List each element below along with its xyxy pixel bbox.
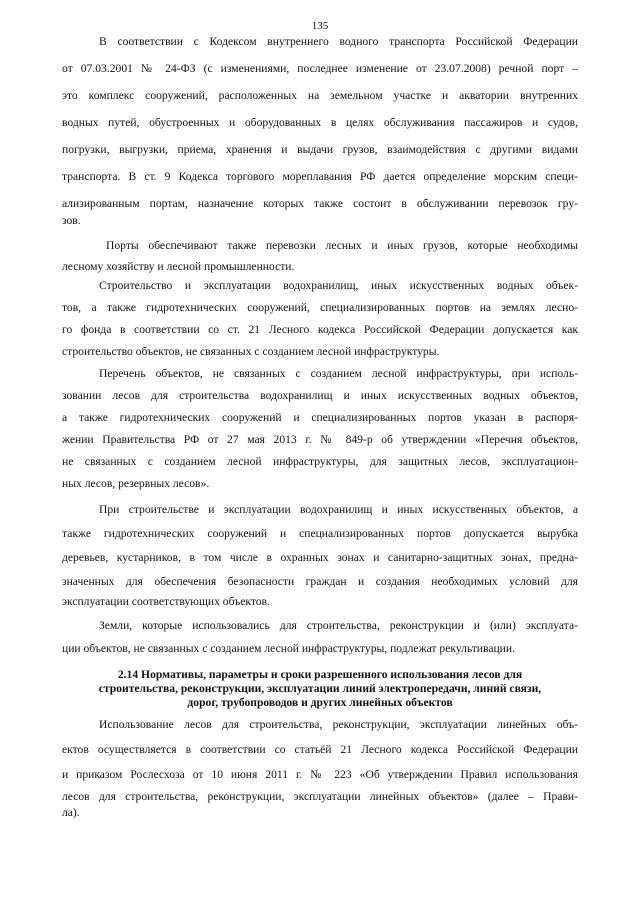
text-line: и приказом Рослесхоза от 10 июня 2011 г. № 223 «Об утверждении Правил использования <box>62 768 578 781</box>
text-line: Использование лесов для строительства, реконструкции, эксплуатации линейных объ- <box>99 718 578 731</box>
text-line: лесов для строительства, реконструкции, эксплуатации линейных объектов» (далее – Прави- <box>62 790 578 803</box>
text-line: деревьев, кустарников, в том числе в охранных зонах и санитарно-защитных зонах, предна- <box>62 551 578 564</box>
text-line: это комплекс сооружений, расположенных на земельном участке и акватории внутренних <box>62 89 578 102</box>
text-line: погрузки, выгрузки, приема, хранения и выдачи грузов, взаимодействия с другими видами <box>62 143 578 156</box>
text-line: ных лесов, резервных лесов». <box>62 477 210 490</box>
text-line: зов. <box>62 214 81 227</box>
text-line: транспорта. В ст. 9 Кодекса торгового мореплавания РФ дается определение морским специ- <box>62 170 578 183</box>
section-heading-line: 2.14 Нормативы, параметры и сроки разрешенного использования лесов для <box>117 668 523 681</box>
text-line: В соответствии с Кодексом внутреннего водного транспорта Российской Федерации <box>99 35 578 48</box>
text-line: водных путей, обустроенных и оборудованных в целях обслуживания пассажиров и судов, <box>62 116 578 129</box>
text-line: Порты обеспечивают также перевозки лесных и иных грузов, которые необходимы <box>106 239 578 252</box>
text-line: го фонда в соответствии со ст. 21 Лесного кодекса Российской Федерации допускается как <box>62 323 578 336</box>
text-line: ции объектов, не связанных с созданием лесной инфраструктуры, подлежат рекультивации. <box>62 642 515 655</box>
text-line: а также гидротехнических сооружений и специализированных портов указан в распоря- <box>62 411 578 424</box>
text-line: тов, а также гидротехнических сооружений, специализированных портов на землях лесно- <box>62 301 578 314</box>
text-line: значенных для обеспечения безопасности граждан и создания необходимых условий для <box>62 575 578 588</box>
text-line: жении Правительства РФ от 27 мая 2013 г. № 849-р об утверждении «Перечня объектов, <box>62 433 578 446</box>
text-line: эксплуатации соответствующих объектов. <box>62 595 270 608</box>
text-line: Перечень объектов, не связанных с созданием лесной инфраструктуры, при исполь- <box>99 367 578 380</box>
text-line: При строительстве и эксплуатации водохранилищ и иных искусственных объектов, а <box>99 503 578 516</box>
section-heading-line: строительства, реконструкции, эксплуатации линий электропередачи, линий связи, <box>98 682 542 695</box>
section-heading-line: дорог, трубопроводов и других линейных объектов <box>187 696 453 709</box>
text-line: ла). <box>62 806 80 819</box>
page-number: 135 <box>311 20 329 32</box>
text-line: Земли, которые использовались для строительства, реконструкции и (или) эксплуата- <box>99 619 578 632</box>
text-line: ализированным портам, назначение которых также состоит в обслуживании перевозок гру- <box>62 197 578 210</box>
text-line: также гидротехнических сооружений и специализированных портов допускается вырубка <box>62 527 578 540</box>
text-line: строительство объектов, не связанных с созданием лесной инфраструктуры. <box>62 345 440 358</box>
text-line: Строительство и эксплуатации водохранилищ, иных искусственных водных объек- <box>99 279 578 292</box>
text-line: от 07.03.2001 № 24-ФЗ (с изменениями, последнее изменение от 23.07.2008) речной порт – <box>62 62 578 75</box>
text-line: лесному хозяйству и лесной промышленности. <box>62 260 295 273</box>
text-line: зовании лесов для строительства водохранилищ и иных искусственных водных объектов, <box>62 389 578 402</box>
text-line: не связанных с созданием лесной инфраструктуры, для защитных лесов, эксплуатацион- <box>62 455 578 468</box>
text-line: ектов осуществляется в соответствии со статьёй 21 Лесного кодекса Российской Федерации <box>62 743 578 756</box>
